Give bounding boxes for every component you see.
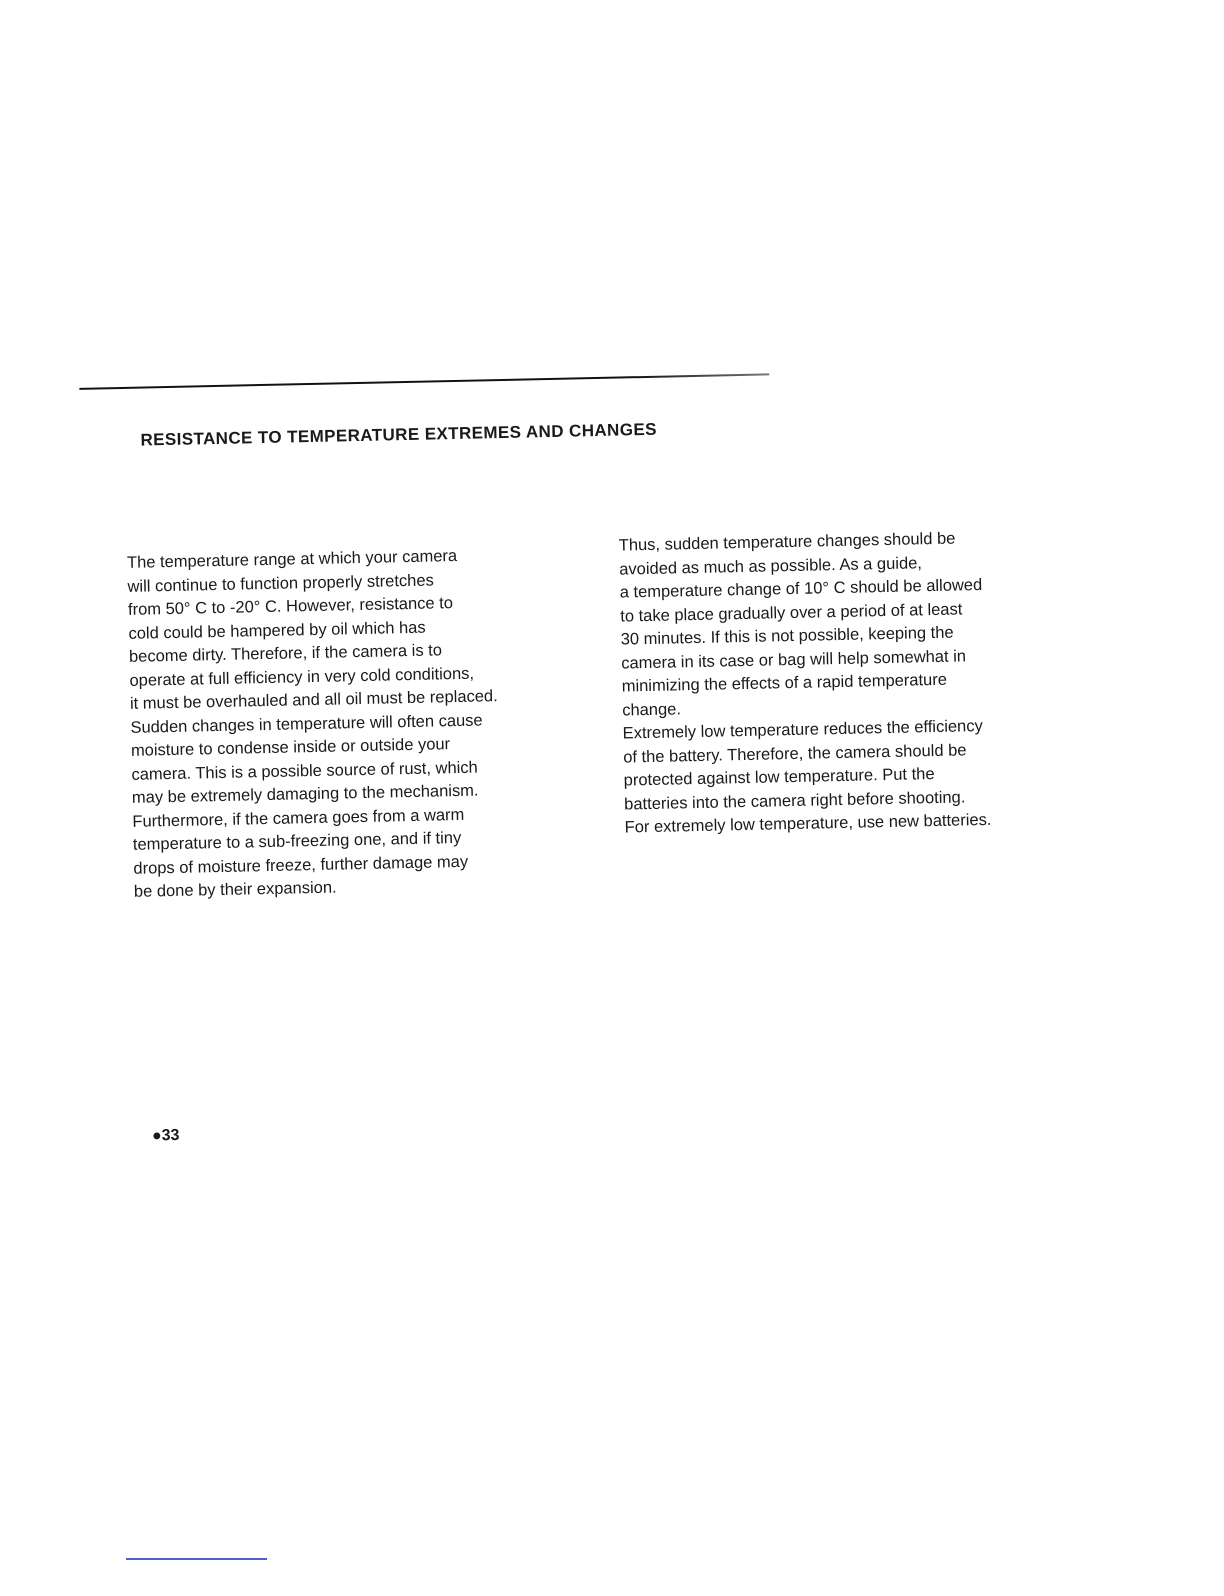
left-line: become dirty. Therefore, if the camera is to	[128, 641, 443, 666]
right-line: For extremely low temperature, use new batteries.	[624, 810, 992, 837]
right-line: minimizing the effects of a rapid temperature	[621, 670, 948, 696]
top-rule	[79, 373, 769, 389]
right-line: batteries into the camera right before shooting.	[623, 787, 966, 814]
left-line: Furthermore, if the camera goes from a warm	[132, 805, 465, 831]
bottom-rule	[126, 1558, 267, 1560]
left-line: moisture to condense inside or outside your	[130, 735, 451, 760]
left-line: cold could be hampered by oil which has	[128, 618, 426, 643]
left-line: be done by their expansion.	[133, 878, 337, 901]
left-line: from 50° C to -20° C. However, resistance to	[127, 594, 454, 619]
left-line: drops of moisture freeze, further damage may	[133, 852, 469, 878]
page-number: ●33	[151, 1126, 180, 1145]
left-line: may be extremely damaging to the mechanism.	[131, 781, 479, 807]
left-line: camera. This is a possible source of rust, which	[131, 758, 478, 784]
right-line: protected against low temperature. Put the	[623, 765, 935, 790]
left-line: Sudden changes in temperature will often cause	[130, 710, 483, 737]
left-line: will continue to function properly stretches	[127, 570, 434, 596]
right-line: avoided as much as possible. As a guide,	[619, 553, 923, 579]
left-line: operate at full efficiency in very cold conditions,	[129, 664, 475, 690]
right-line: Extremely low temperature reduces the efficiency	[622, 716, 983, 743]
section-heading: RESISTANCE TO TEMPERATURE EXTREMES AND CHANGES	[140, 419, 658, 450]
right-line: change.	[622, 699, 682, 720]
right-line: Thus, sudden temperature changes should be	[618, 529, 956, 555]
right-column	[619, 525, 1105, 840]
left-line: temperature to a sub-freezing one, and if tiny	[132, 828, 462, 854]
right-line: to take place gradually over a period of at least	[620, 599, 963, 626]
right-line: camera in its case or bag will help somewhat in	[621, 646, 967, 673]
right-line: a temperature change of 10° C should be allowed	[619, 575, 983, 602]
right-line: of the battery. Therefore, the camera should be	[623, 740, 967, 767]
right-line: 30 minutes. If this is not possible, keeping the	[620, 623, 954, 649]
left-line: it must be overhauled and all oil must be replaced.	[129, 687, 498, 713]
left-column	[127, 542, 614, 904]
left-line: The temperature range at which your camera	[126, 546, 458, 572]
